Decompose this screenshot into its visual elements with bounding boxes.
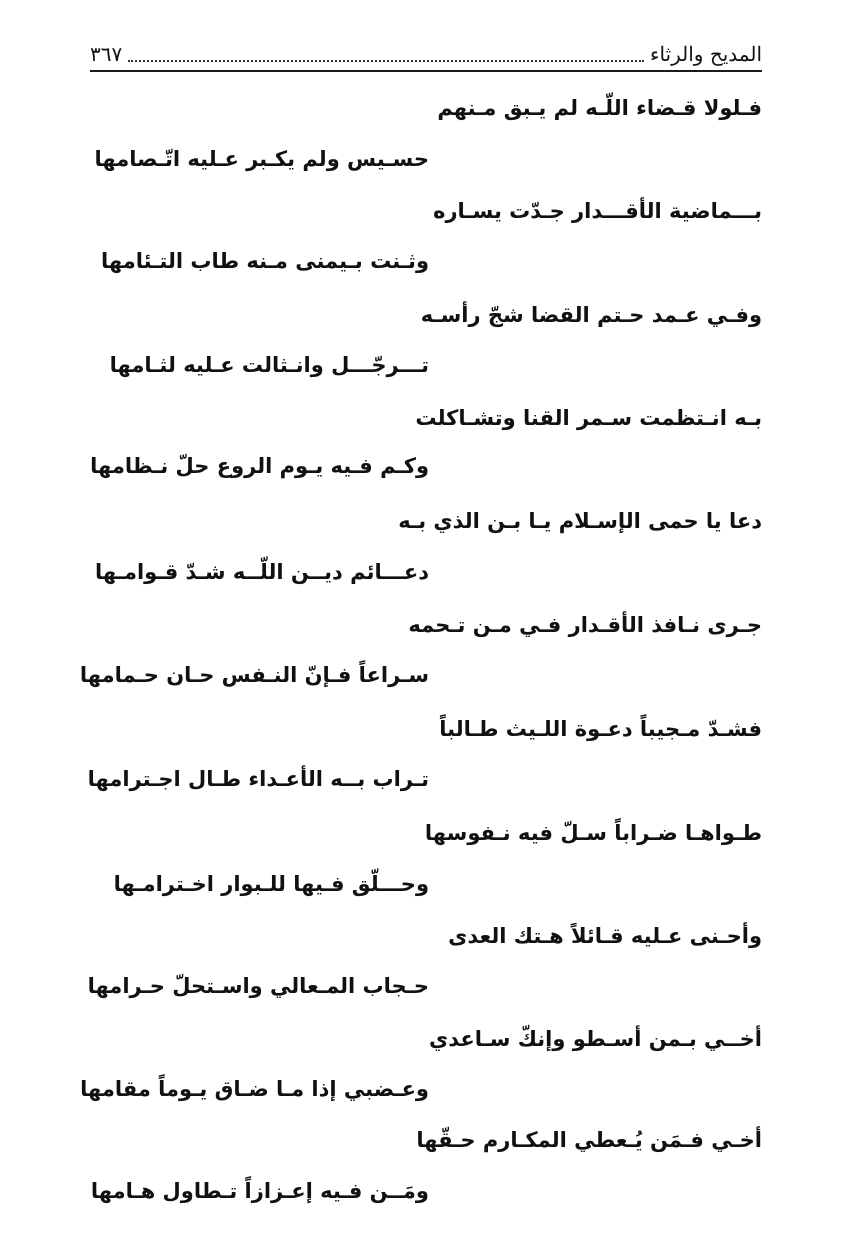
verse-2-first: بـــماضية الأقـــدار جـدّت يسـاره bbox=[433, 199, 762, 223]
verse-4-first: بـه انـتظمت سـمر القنا وتشـاكلت bbox=[415, 406, 762, 430]
verse-10-first: أخــي بـمن أسـطو وإنكّ سـاعدي bbox=[429, 1027, 762, 1051]
verse-8-second: وحـــلّق فـيها للـبوار اخـترامـها bbox=[113, 872, 429, 896]
verse-5-second: دعـــائم ديــن اللّــه شـدّ قـوامـها bbox=[95, 560, 429, 584]
page-number: ٣٦٧ bbox=[90, 42, 123, 66]
page-header bbox=[90, 38, 762, 72]
verse-9-first: وأحـنى عـليه قـائلاً هـتك العدى bbox=[448, 924, 762, 948]
verse-7-second: تـراب بــه الأعـداء طـال اجـترامها bbox=[87, 767, 429, 791]
verse-8-first: طـواهـا ضـراباً سـلّ فيه نـفوسها bbox=[424, 821, 762, 845]
verse-10-second: وعـضبي إذا مـا ضـاق يـوماً مقامها bbox=[80, 1077, 429, 1101]
verse-6-second: سـراعاً فـإنّ النـفس حـان حـمامها bbox=[79, 663, 429, 687]
verse-11-second: ومَــن فـيه إعـزازاً تـطاول هـامها bbox=[90, 1179, 429, 1203]
verse-7-first: فشـدّ مـجيباً دعـوة اللـيث طـالباً bbox=[439, 717, 762, 741]
verse-3-first: وفـي عـمد حـتم القضا شجّ رأسـه bbox=[420, 303, 762, 327]
verse-11-first: أخـي فـمَن يُـعطي المكـارم حـقّها bbox=[416, 1128, 762, 1152]
verse-3-second: تـــرجّـــل وانـثالت عـليه لثـامها bbox=[109, 353, 429, 377]
verse-9-second: حـجاب المـعالي واسـتحلّ حـرامها bbox=[87, 974, 429, 998]
verse-6-first: جـرى نـافذ الأقـدار فـي مـن تـحمه bbox=[408, 613, 762, 637]
dot-leader bbox=[128, 54, 644, 62]
verse-4-second: وكـم فـيه يـوم الروع حلّ نـظامها bbox=[90, 454, 429, 478]
verse-1-first: فـلولا قـضاء اللّـه لم يـبق مـنهم bbox=[437, 96, 762, 120]
verse-1-second: حسـيس ولم يكـبر عـليه اتّـصامها bbox=[94, 147, 429, 171]
running-title: المديح والرثاء bbox=[650, 42, 762, 66]
verse-5-first: دعا يا حمى الإسـلام يـا بـن الذي بـه bbox=[398, 509, 762, 533]
poem-body bbox=[79, 78, 762, 1219]
verse-2-second: وثـنت بـيمنى مـنه طاب التـئامها bbox=[101, 249, 429, 273]
